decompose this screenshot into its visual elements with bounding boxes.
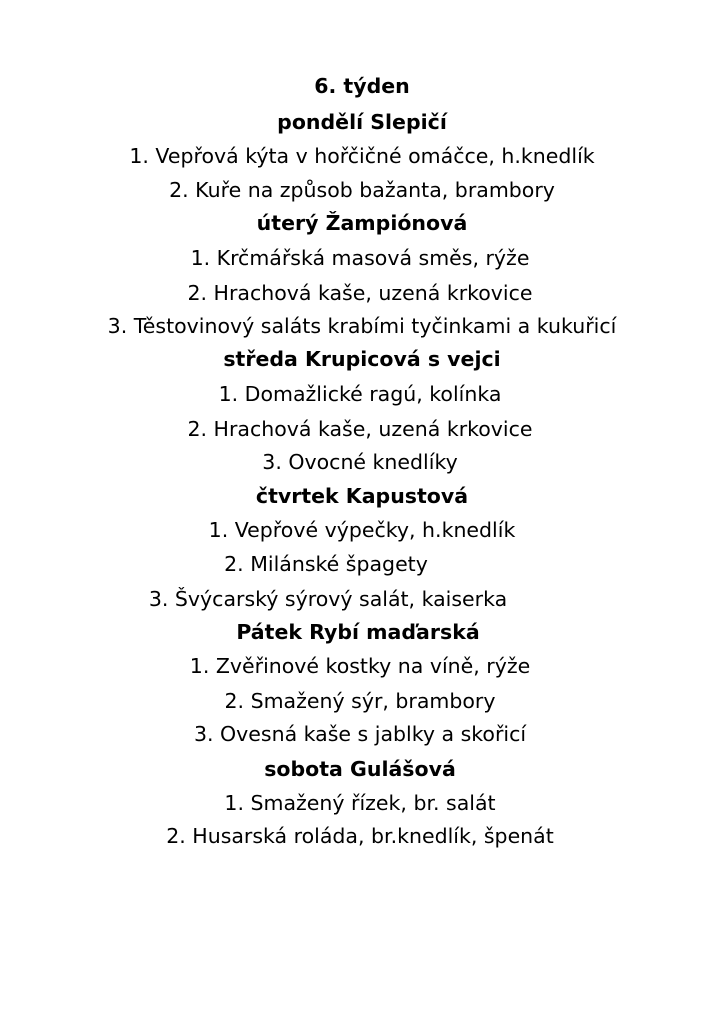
day-heading-monday: pondělí Slepičí: [277, 110, 447, 134]
day-heading-tuesday: úterý Žampiónová: [256, 211, 468, 235]
menu-item: 2. Hrachová kaše, uzená krkovice: [187, 417, 533, 441]
menu-item: 2. Milánské špagety: [224, 552, 428, 576]
day-heading-friday: Pátek Rybí maďarská: [236, 620, 480, 644]
day-heading-thursday: čtvrtek Kapustová: [255, 484, 469, 508]
menu-item: 2. Smažený sýr, brambory: [224, 689, 496, 713]
menu-item: 2. Kuře na způsob bažanta, brambory: [169, 178, 555, 202]
week-title: 6. týden: [314, 74, 410, 98]
menu-item: 1. Zvěřinové kostky na víně, rýže: [189, 654, 531, 678]
menu-item: 3. Švýcarský sýrový salát, kaiserka: [148, 587, 508, 611]
menu-item: 1. Smažený řízek, br. salát: [224, 791, 496, 815]
menu-item: 3. Ovocné knedlíky: [262, 450, 458, 474]
menu-item: 2. Husarská roláda, br.knedlík, špenát: [166, 824, 554, 848]
menu-item: 2. Hrachová kaše, uzená krkovice: [187, 281, 533, 305]
day-heading-saturday: sobota Gulášová: [264, 757, 456, 781]
day-heading-wednesday: středa Krupicová s vejci: [223, 347, 501, 371]
menu-item: 3. Ovesná kaše s jablky a skořicí: [193, 722, 527, 746]
menu-item: 1. Vepřová kýta v hořčičné omáčce, h.knedlík: [129, 144, 595, 168]
menu-item: 3. Těstovinový saláts krabími tyčinkami a kukuřicí: [107, 314, 617, 338]
menu-item: 1. Domažlické ragú, kolínka: [218, 382, 502, 406]
menu-item: 1. Vepřové výpečky, h.knedlík: [208, 518, 516, 542]
menu-item: 1. Krčmářská masová směs, rýže: [190, 246, 530, 270]
